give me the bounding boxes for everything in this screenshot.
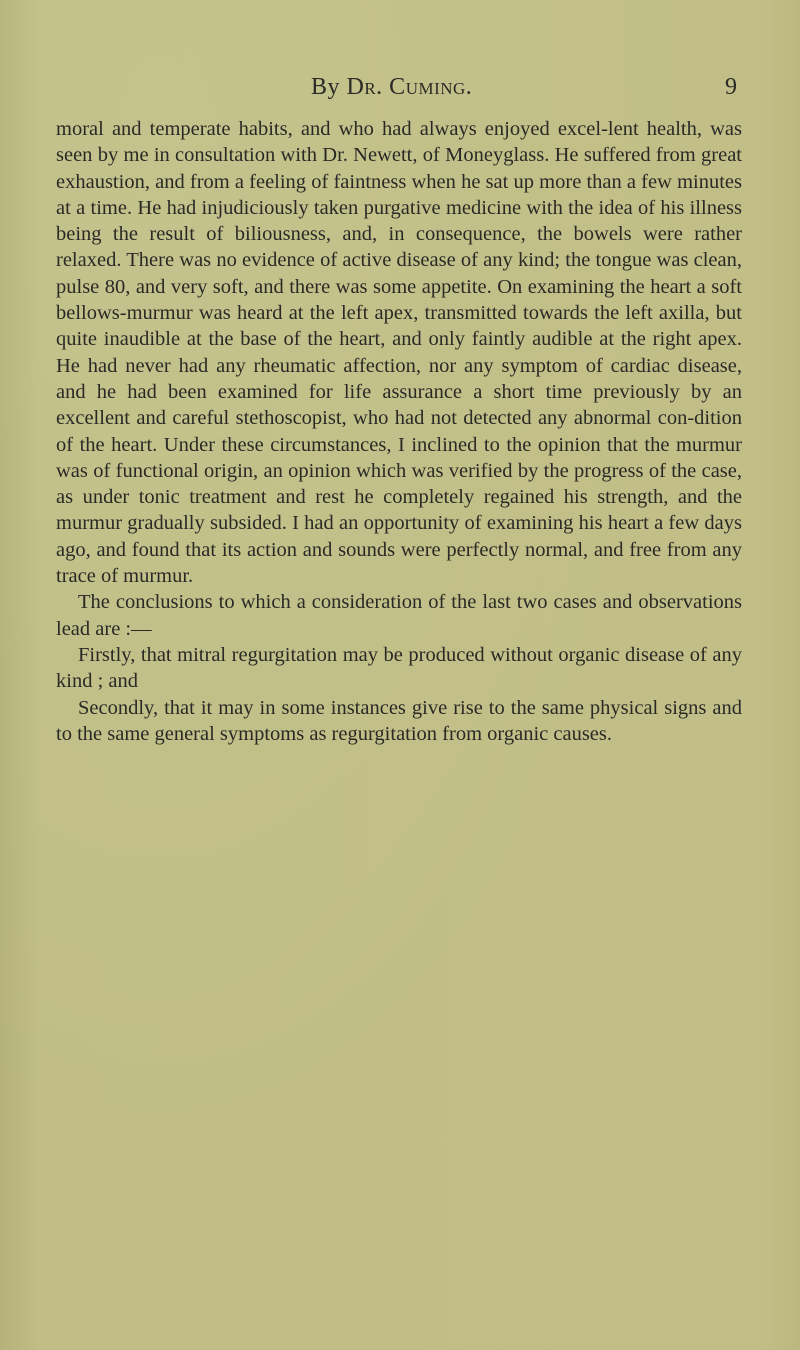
paragraph-case-description: moral and temperate habits, and who had always enjoyed excel-lent health, was seen by me in consultation with Dr. Newett, of Moneyglass. He suffered from great exhaustion, and from a feeling of faintness when he sat up more than a few minutes at a time. He had injudiciously taken purgative medicine with the idea of his illness being the result of biliousness, and, in consequence, the bowels were rather relaxed. There was no evidence of active disease of any kind; the tongue was clean, pulse 80, and very soft, and there was some appetite. On examining the heart a soft bellows-murmur was heard at the left apex, transmitted towards the left axilla, but quite inaudible at the base of the heart, and only faintly audible at the right apex. He had never had any rheumatic affection, nor any symptom of cardiac disease, and he had been examined for life assurance a short time previously by an excellent and careful stethoscopist, who had not detected any abnormal con-dition of the heart. Under these circumstances, I inclined to the opinion that the murmur was of functional origin, an opinion which was verified by the progress of the case, as under tonic treatment and rest he completely regained his strength, and the murmur gradually subsided. I had an opportunity of examining his heart a few days ago, and found that its action and sounds were perfectly normal, and free from any trace of murmur. [56,118,742,588]
running-head: By Dr. Cuming. [311,74,473,100]
paragraph-secondly: Secondly, that it may in some instances give rise to the same physical signs and to the same general symptoms as regurgitation from organic causes. [56,696,742,745]
paragraph-conclusions-intro: The conclusions to which a consideration of the last two cases and observations lead are :— [56,591,742,640]
body-text [56,116,742,747]
paragraph-firstly: Firstly, that mitral regurgitation may be produced without organic disease of any kind ; and [56,643,742,693]
page-header [0,74,800,110]
page-number: 9 [725,74,737,100]
